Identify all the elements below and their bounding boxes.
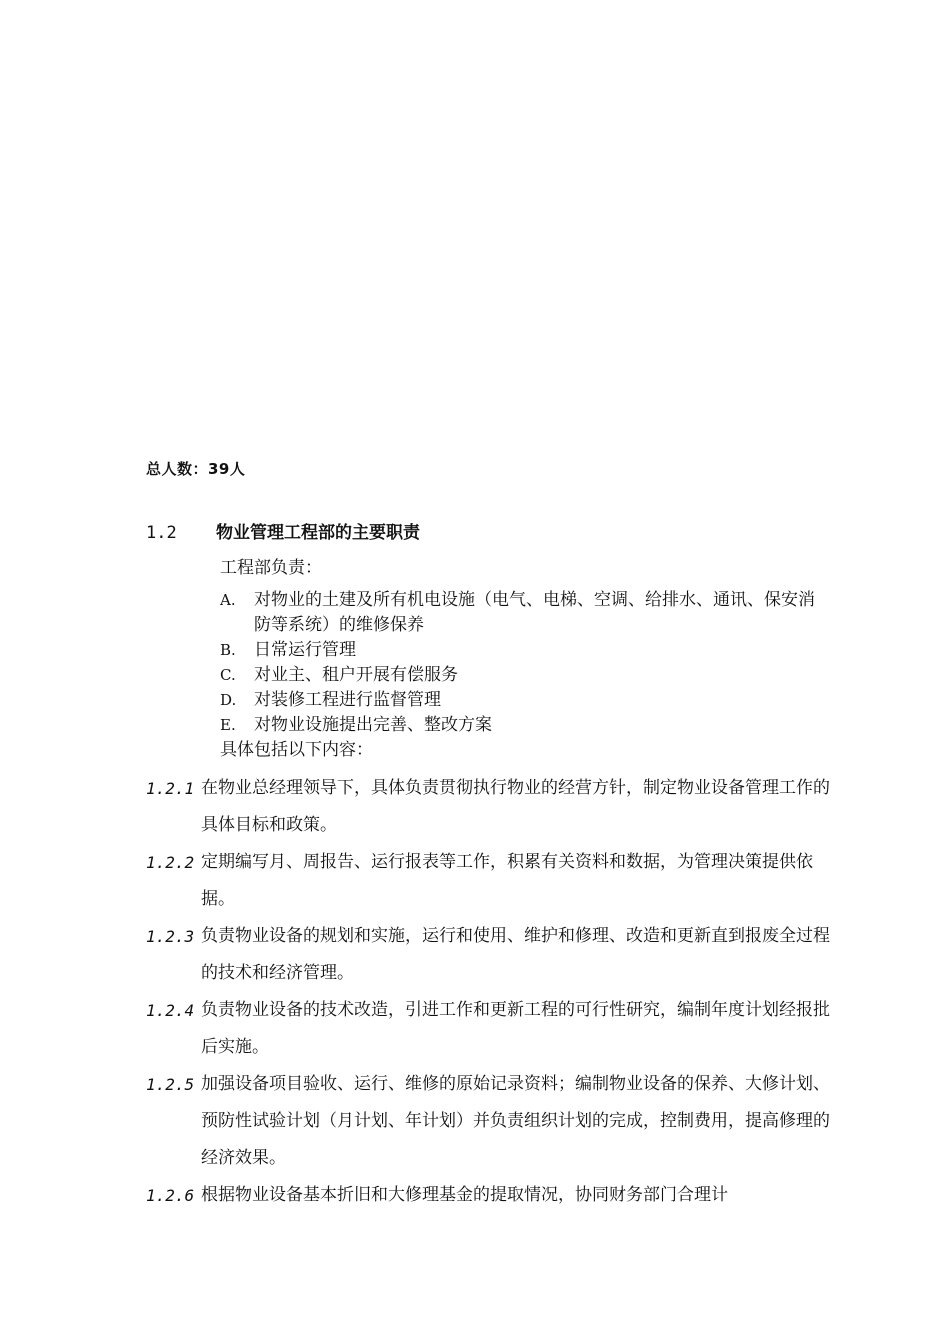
section-heading (146, 518, 420, 543)
numbered-item (146, 844, 846, 918)
total-headcount: 总人数：39人 (146, 460, 246, 478)
item-number: 1.2.1 (146, 779, 195, 798)
duty-list (220, 588, 820, 738)
item-number: 1.2.4 (146, 1001, 195, 1020)
numbered-item (146, 1177, 846, 1214)
duty-letter: B. (220, 641, 236, 659)
duty-letter: E. (220, 716, 236, 734)
numbered-item (146, 1066, 846, 1177)
duty-letter: A. (220, 591, 236, 609)
duty-text: 对物业设施提出完善、整改方案 (254, 715, 492, 735)
section-intro: 工程部负责： (220, 558, 322, 578)
item-number: 1.2.3 (146, 927, 195, 946)
numbered-item (146, 918, 846, 992)
duty-text: 对装修工程进行监督管理 (254, 690, 441, 710)
item-text: 加强设备项目验收、运行、维修的原始记录资料；编制物业设备的保养、大修计划、预防性试验计划（月计划、年计划）并负责组织计划的完成，控制费用，提高修理的经济效果。 (201, 1074, 830, 1168)
duty-letter: D. (220, 691, 237, 709)
numbered-item (146, 770, 846, 844)
section-title: 物业管理工程部的主要职责 (216, 523, 420, 543)
item-text: 负责物业设备的规划和实施，运行和使用、维护和修理、改造和更新直到报废全过程的技术和经济管理。 (201, 926, 830, 983)
item-number: 1.2.6 (146, 1186, 195, 1205)
item-text: 定期编写月、周报告、运行报表等工作，积累有关资料和数据，为管理决策提供依据。 (201, 852, 813, 909)
duty-letter: C. (220, 666, 236, 684)
item-text: 根据物业设备基本折旧和大修理基金的提取情况，协同财务部门合理计 (201, 1185, 728, 1205)
duty-text: 日常运行管理 (254, 640, 356, 660)
duty-item (220, 688, 820, 713)
duty-text: 对物业的土建及所有机电设施（电气、电梯、空调、给排水、通讯、保安消防等系统）的维修保养 (254, 590, 815, 635)
duty-text: 对业主、租户开展有偿服务 (254, 665, 458, 685)
detail-intro: 具体包括以下内容： (220, 740, 373, 760)
duty-item (220, 638, 820, 663)
numbered-item (146, 992, 846, 1066)
duty-item (220, 588, 820, 638)
section-number: 1.2 (146, 523, 177, 543)
item-number: 1.2.2 (146, 853, 195, 872)
numbered-items (146, 770, 846, 1214)
duty-item (220, 663, 820, 688)
item-number: 1.2.5 (146, 1075, 195, 1094)
item-text: 在物业总经理领导下，具体负责贯彻执行物业的经营方针，制定物业设备管理工作的具体目标和政策。 (201, 778, 830, 835)
item-text: 负责物业设备的技术改造，引进工作和更新工程的可行性研究，编制年度计划经报批后实施。 (201, 1000, 830, 1057)
